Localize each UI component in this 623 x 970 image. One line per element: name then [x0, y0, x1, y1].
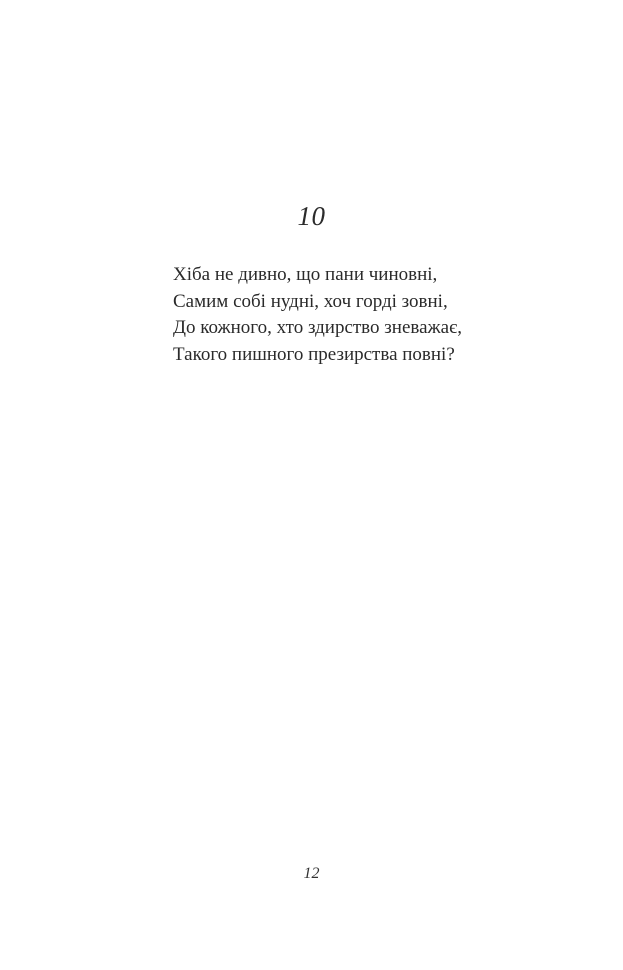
poem-line: Такого пишного презирства повні? — [173, 343, 455, 365]
poem-stanza — [173, 262, 462, 368]
poem-line: До кожного, хто здирство зневажає, — [173, 317, 462, 338]
poem-line: Самим собі нудні, хоч горді зовні, — [173, 290, 448, 312]
poem-number: 10 — [297, 201, 326, 231]
page-number: 12 — [303, 865, 320, 882]
poem-line: Хіба не дивно, що пани чиновні, — [173, 264, 438, 285]
